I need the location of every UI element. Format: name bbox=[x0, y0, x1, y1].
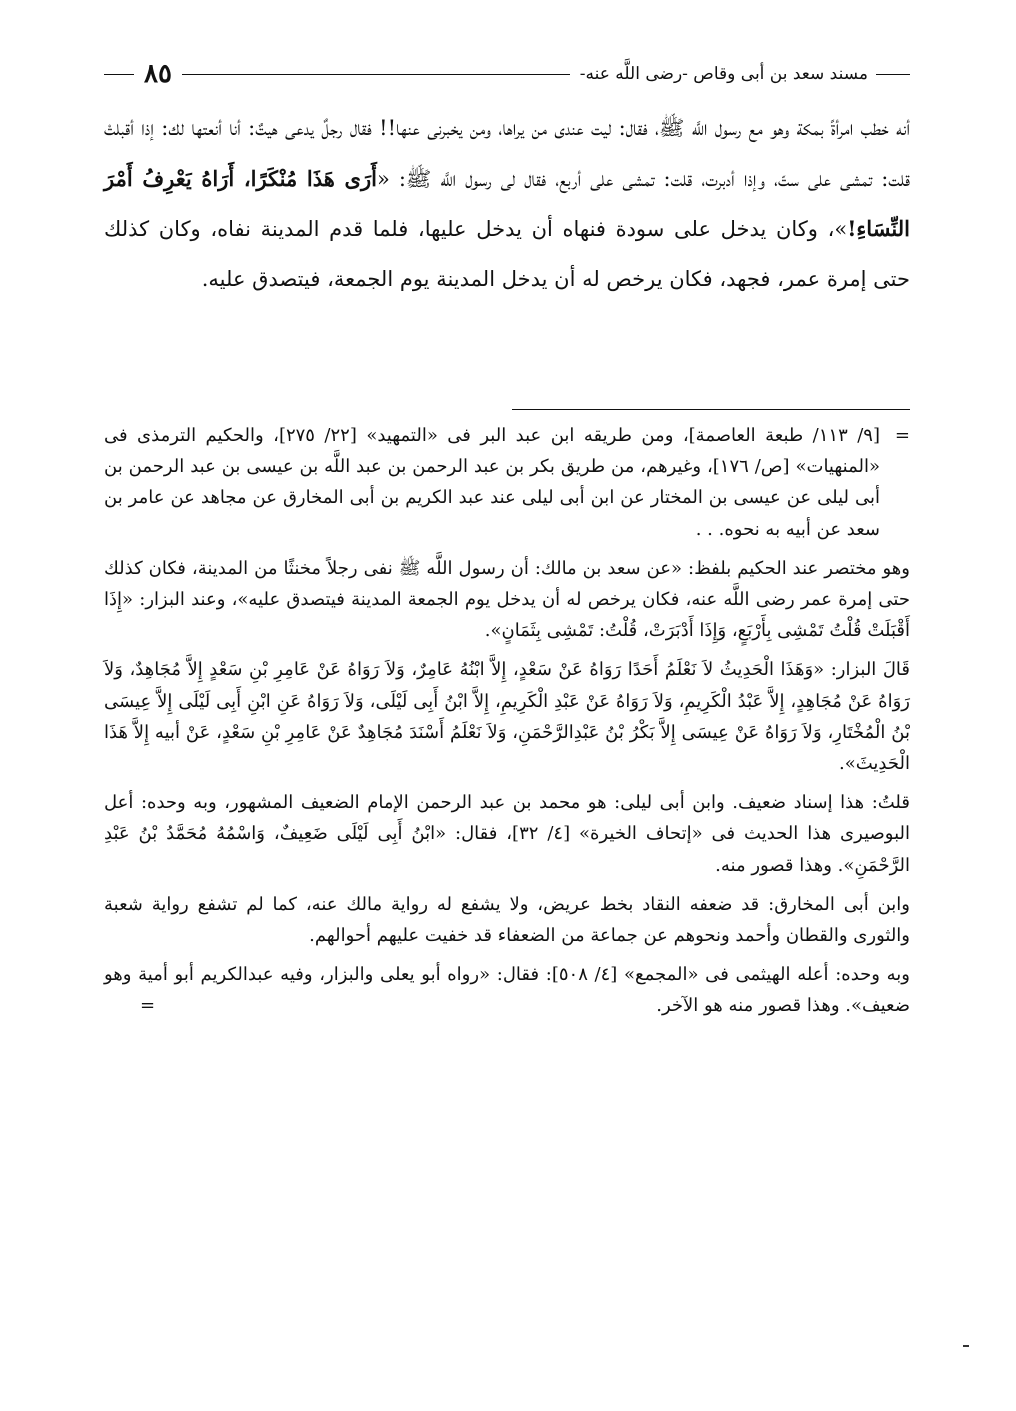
page-header bbox=[104, 54, 910, 94]
scan-mark bbox=[963, 1345, 969, 1347]
footnote-paragraph bbox=[104, 420, 910, 545]
footnote-separator bbox=[512, 409, 910, 410]
header-dash-lead bbox=[876, 74, 910, 75]
header-rule bbox=[182, 74, 570, 75]
main-text-part2: »، وكان يدخل على سودة فنهاه أن يدخل عليها، فلما قدم المدينة نفاه، وكان كذلك حتى إمرة عمر، فجهد، فكان يرخص له أن يدخل المدينة يوم الجمعة، فيتصدق عليه. bbox=[104, 217, 910, 291]
footnote-paragraph: وابن أبى المخارق: قد ضعفه النقاد بخط عريض، ولا يشفع له رواية مالك عنه، كما لم تشفع رواية شعبة والثورى والقطان وأحمد ونحوهم عن جماعة من الضعفاء قد خفيت عليهم أحوالهم. bbox=[104, 893, 910, 947]
footnote-paragraph: قلتُ: هذا إسناد ضعيف. وابن أبى ليلى: هو محمد بن عبد الرحمن الإمام الضعيف المشهور، وبه وحده: أعل البوصيرى هذا الحديث فى «إتحاف الخيرة» [٤/ ٣٢]، فقال: «ابْنُ أَبِى لَيْلَى ضَعِيفٌ، وَاسْمُهُ مُحَمَّدُ بْنُ عَبْدِ الرَّحْمَنِ». وهذا قصور منه. bbox=[104, 792, 911, 876]
running-title: مسند سعد بن أبى وقاص -رضى اللَّه عنه- bbox=[579, 64, 868, 84]
continuation-marker: = bbox=[894, 425, 910, 446]
footnote-text: [٩/ ١١٣/ طبعة العاصمة]، ومن طريقه ابن عبد البر فى «التمهيد» [٢٢/ ٢٧٥]، والحكيم الترمذى فى «المنهيات» [ص/ ١٧٦]، وغيرهم، من طريق بكر بن عبد الرحمن بن عبد اللَّه بن عيسى بن عبد الرحمن بن أبى ليلى عن عيسى بن المختار عن ابن أبى ليلى عند عبد الكريم بن أبى المخارق عن مجاهد عن عامر بن سعد عن أبيه به نحوه. . . bbox=[104, 425, 880, 540]
hadith-quote-bold: أَرَى هَذَا مُنْكَرًا، أَرَاهُ يَعْرِفُ أَمْرَ النِّسَاءِ! bbox=[104, 165, 910, 241]
footnote-text: وبه وحده: أعله الهيثمى فى «المجمع» [٤/ ٥٠٨]: فقال: «رواه أبو يعلى والبزار، وفيه عبدالكريم أبو أمية وهو ضعيف». وهذا قصور منه هو الآخر. bbox=[104, 964, 911, 1017]
footnote-paragraph: قَالَ البزار: «وَهَذَا الْحَدِيثُ لاَ نَعْلَمُ أَحَدًا رَوَاهُ عَنْ سَعْدٍ، إِلاَّ ابْنُهُ عَامِرٌ، وَلاَ رَوَاهُ عَنْ عَامِرِ بْنِ سَعْدٍ إِلاَّ مُجَاهِدٌ، وَلاَ رَوَاهُ عَنْ مُجَاهِدٍ، إِلاَّ عَبْدُ الْكَرِيمِ، وَلاَ رَوَاهُ عَنْ عَبْدِ الْكَرِيمِ، إِلاَّ ابْنُ أَبِى لَيْلَى، وَلاَ رَوَاهُ عَنِ ابْنِ أَبِى لَيْلَى إِلاَّ عِيسَى بْنُ الْمُخْتَارِ، وَلاَ رَوَاهُ عَنْ عِيسَى إِلاَّ بَكْرُ بْنُ عَبْدِالرَّحْمَنِ، وَلاَ نَعْلَمُ أَسْنَدَ مُجَاهِدٌ عَنْ عَامِرِ بْنِ سَعْدٍ، عَنْ أبيه إِلاَّ هَذَا الْحَدِيثَ». bbox=[104, 659, 910, 775]
continued-marker: = bbox=[140, 995, 156, 1017]
footnote-paragraph bbox=[104, 959, 910, 1021]
page-number: ٨٥ bbox=[144, 59, 172, 89]
footnote-paragraph: وهو مختصر عند الحكيم بلفظ: «عن سعد بن مالك: أن رسول اللَّه ﷺ نفى رجلاً مخنثًا من المدينة، فكان كذلك حتى إمرة عمر رضى اللَّه عنه، فكان يرخص له أن يدخل يوم الجمعة المدينة فيتصدق عليه»، وعند البزار: «إِذَا أَقْبَلَتْ قُلْتُ تَمْشِى بِأَرْبَعٍ، وَإِذَا أَدْبَرَتْ، قُلْتُ: تَمْشِى بِثَمَانٍ». bbox=[104, 557, 910, 642]
footnotes bbox=[104, 420, 910, 1030]
header-dash-tail bbox=[104, 74, 134, 75]
main-text bbox=[104, 104, 910, 304]
main-text-part1: أنه خطب امرأةً بمكة وهو مع رسول اللَّه ﷺ، فقال: ليت عندى من يراها، ومن يخبرنى عنها!! فقال رجلٌ يدعى هيتٌ: أنا أنعتها لك: إذا أقبلتْ قلت: تمشى على ستّ، وإذا أدبرت، قلت: تمشى على أربع، فقال لى رسول اللَّه ﷺ: « bbox=[104, 116, 910, 191]
